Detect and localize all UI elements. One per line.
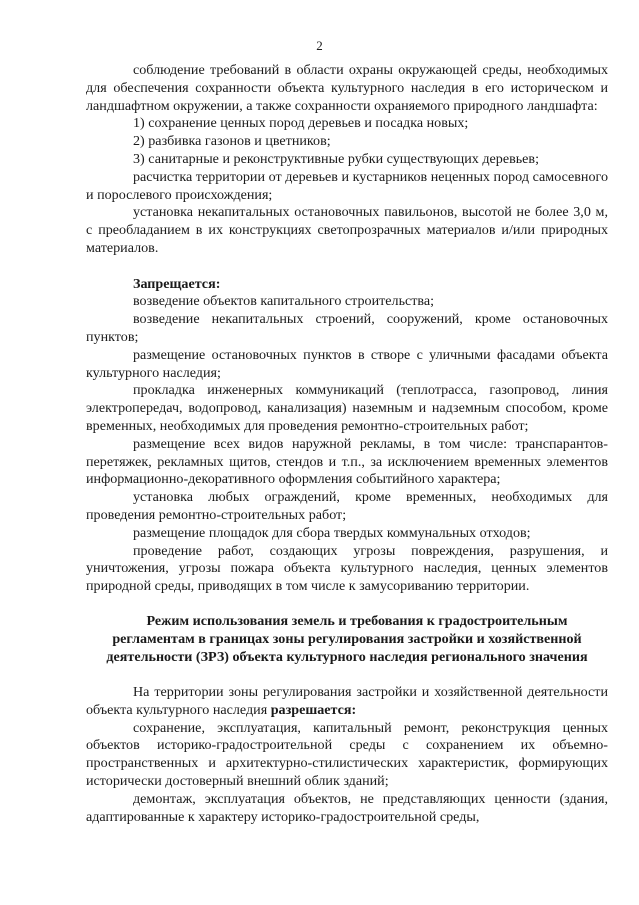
paragraph: соблюдение требований в области охраны окружающей среды, необходимых для обеспечения сохранности объекта культурного наследия в его историческом и ландшафтном окружении, а также сохранности охраняемого природного ландшафта: bbox=[86, 62, 608, 114]
prohibited-item: прокладка инженерных коммуникаций (теплотрасса, газопровод, линия электропередач, водопровод, канализация) наземным и надземным способом, кроме временных, необходимых для проведения ремонтно-строительных работ; bbox=[86, 382, 608, 434]
section-title-line: регламентам в границах зоны регулирования застройки и хозяйственной bbox=[112, 630, 582, 647]
section-title-line: деятельности (ЗРЗ) объекта культурного наследия регионального значения bbox=[106, 648, 588, 665]
allowed-keyword: разрешается: bbox=[270, 701, 357, 718]
prohibited-heading: Запрещается: bbox=[133, 275, 221, 292]
paragraph: установка некапитальных остановочных павильонов, высотой не более 3,0 м, с преобладанием в их конструкциях светопрозрачных материалов и/или природных материалов. bbox=[86, 204, 608, 256]
allowed-item: сохранение, эксплуатация, капитальный ремонт, реконструкция ценных объектов историко-градостроительной среды с сохранением их объемно-пространственных и архитектурно-стилистических характеристик, формирующих исторически достоверный внешний облик зданий; bbox=[86, 719, 608, 790]
section-title bbox=[86, 613, 608, 666]
prohibited-item: размещение всех видов наружной рекламы, в том числе: транспарантов-перетяжек, рекламных щитов, стендов и т.п., за исключением временных элементов информационно-декоративного оформления событийного характера; bbox=[86, 435, 608, 488]
prohibited-item: установка любых ограждений, кроме временных, необходимых для проведения ремонтно-строительных работ; bbox=[86, 489, 608, 523]
document-body bbox=[86, 62, 608, 826]
allowed-item: демонтаж, эксплуатация объектов, не представляющих ценности (здания, адаптированные к характеру историко-градостроительной среды, bbox=[86, 790, 608, 825]
section-title-line: Режим использования земель и требования к градостроительным bbox=[146, 612, 568, 629]
page-number: 2 bbox=[316, 38, 323, 53]
list-item: 3) санитарные и реконструктивные рубки существующих деревьев; bbox=[133, 150, 539, 167]
prohibited-item: размещение площадок для сбора твердых коммунальных отходов; bbox=[133, 524, 531, 541]
intro-text: На территории зоны регулирования застройки и хозяйственной деятельности объекта культурного наследия bbox=[86, 684, 608, 718]
paragraph: расчистка территории от деревьев и кустарников неценных пород самосевного и порослевого происхождения; bbox=[86, 168, 608, 203]
intro-paragraph bbox=[86, 684, 608, 720]
prohibited-item: возведение объектов капитального строительства; bbox=[133, 293, 435, 310]
list-item: 2) разбивка газонов и цветников; bbox=[133, 133, 331, 150]
prohibited-item: проведение работ, создающих угрозы повреждения, разрушения, и уничтожения, угрозы пожара объекта культурного наследия, ценных элементов природной среды, приводящих в том числе к замусориванию территории. bbox=[86, 542, 608, 595]
prohibited-item: возведение некапитальных строений, сооружений, кроме остановочных пунктов; bbox=[86, 311, 608, 345]
list-item: 1) сохранение ценных пород деревьев и посадка новых; bbox=[133, 115, 469, 132]
prohibited-item: размещение остановочных пунктов в створе с уличными фасадами объекта культурного наследия; bbox=[86, 346, 608, 381]
